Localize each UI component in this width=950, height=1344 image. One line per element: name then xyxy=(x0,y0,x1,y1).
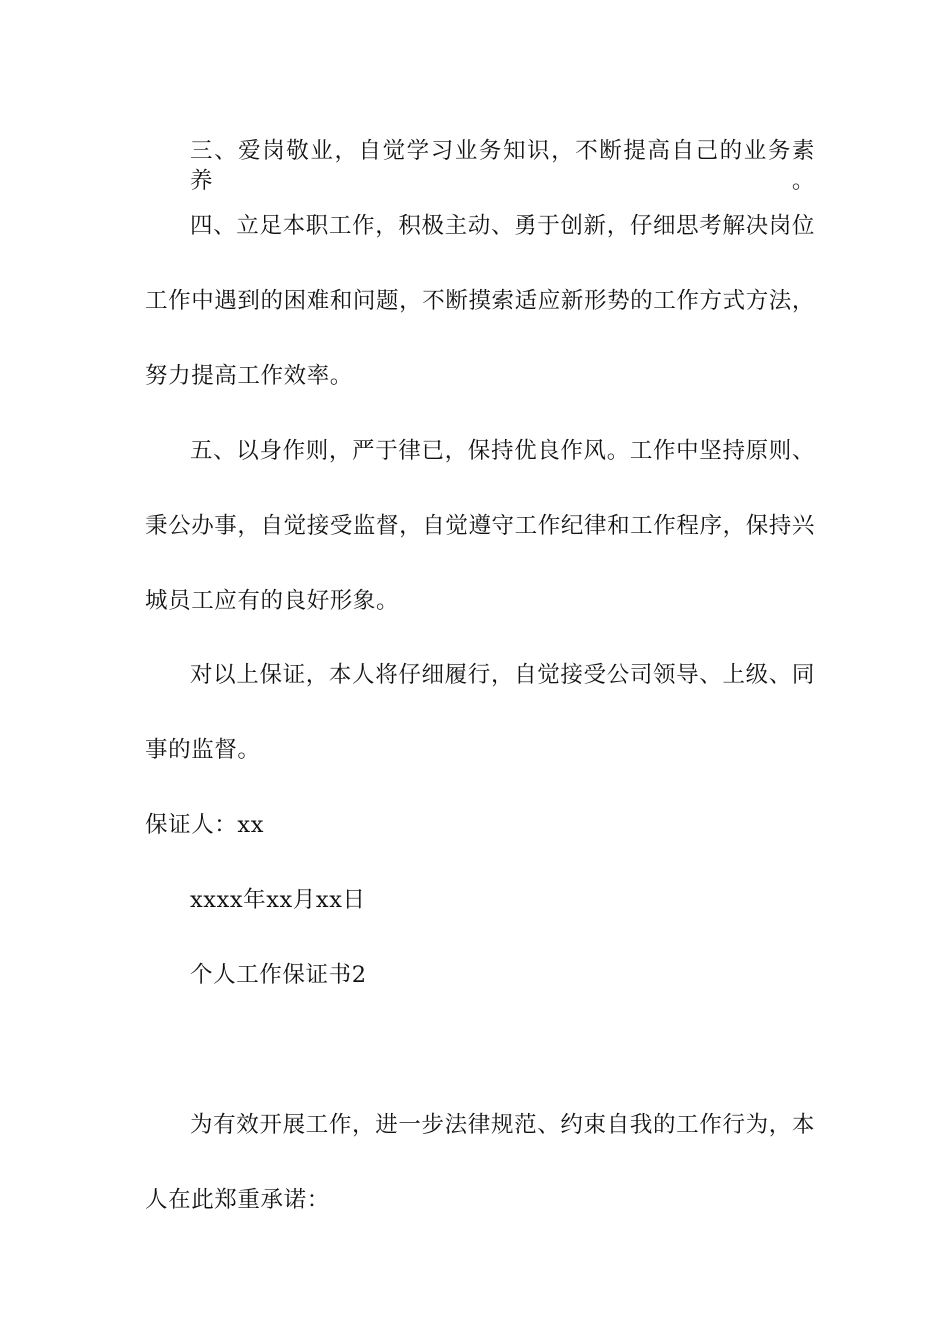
paragraph-5-line-3: 城员工应有的良好形象。 xyxy=(145,588,400,614)
paragraph-4-line-1: 四、立足本职工作，积极主动、勇于创新，仔细思考解决岗位 xyxy=(190,213,815,239)
paragraph-4-line-3: 努力提高工作效率。 xyxy=(145,363,353,389)
intro-paragraph-line-2: 人在此郑重承诺： xyxy=(145,1187,330,1213)
paragraph-5-line-2: 秉公办事，自觉接受监督，自觉遵守工作纪律和工作程序，保持兴 xyxy=(145,513,815,539)
paragraph-3-line-1: 三、爱岗敬业，自觉学习业务知识，不断提高自己的业务素养。 xyxy=(190,138,815,194)
date-line: xxxx年xx月xx日 xyxy=(190,887,366,913)
paragraph-5-line-1: 五、以身作则，严于律已，保持优良作风。工作中坚持原则、 xyxy=(190,438,815,464)
guarantor-line: 保证人：xx xyxy=(145,812,264,838)
paragraph-4-line-2: 工作中遇到的困难和问题，不断摸索适应新形势的工作方式方法， xyxy=(145,288,815,314)
intro-paragraph-line-1: 为有效开展工作，进一步法律规范、约束自我的工作行为，本 xyxy=(190,1112,815,1138)
section-title: 个人工作保证书2 xyxy=(190,962,367,988)
closing-paragraph-line-1: 对以上保证，本人将仔细履行，自觉接受公司领导、上级、同 xyxy=(190,662,815,688)
closing-paragraph-line-2: 事的监督。 xyxy=(145,737,261,763)
